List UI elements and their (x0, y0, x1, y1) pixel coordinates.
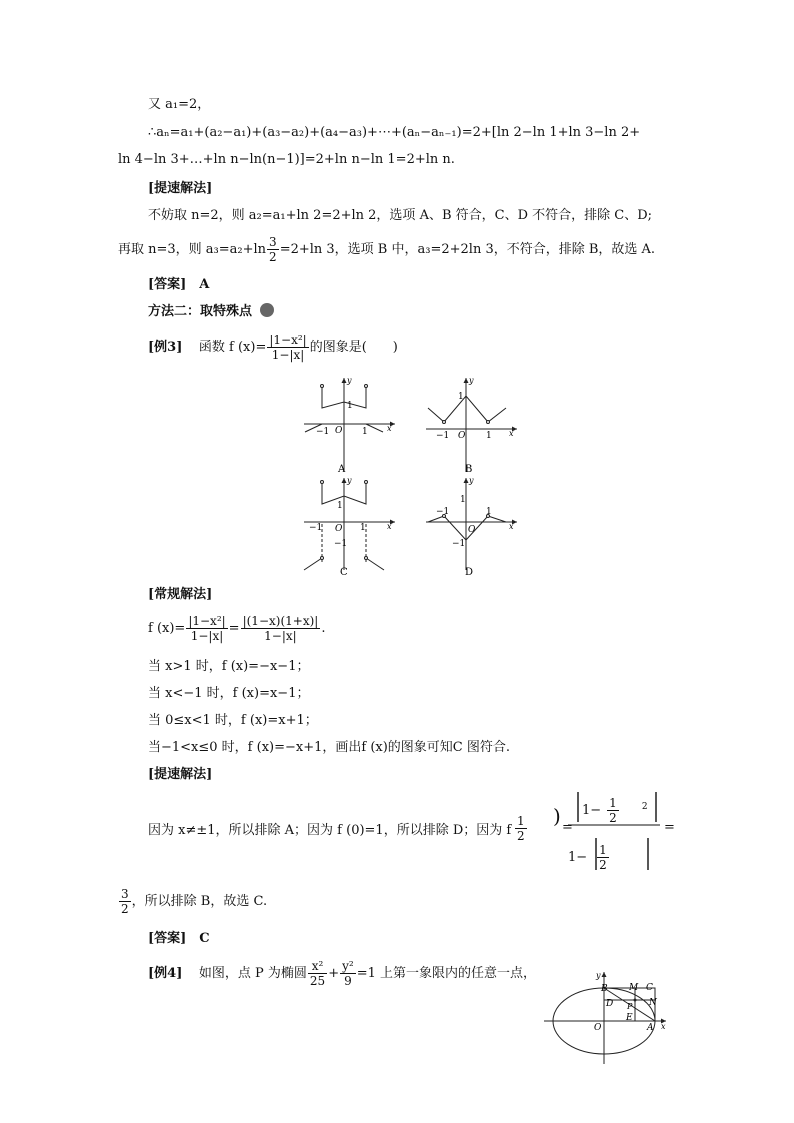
label-x: x (387, 522, 392, 531)
label-p: P (627, 1002, 633, 1011)
quick-method-line-2 (118, 232, 655, 268)
label-x: x (661, 1022, 666, 1031)
label-y: y (596, 971, 601, 980)
method-2-label: 方法二：取特殊点 (148, 304, 253, 319)
y-arrow-icon (464, 478, 469, 483)
y-arrow-icon (342, 378, 347, 383)
quick-2-conclusion (118, 884, 267, 920)
regular-formula (148, 611, 325, 647)
answer-1: [答案] A (148, 277, 210, 292)
label-one-y: 1 (347, 401, 353, 411)
big-num-inner-frac (607, 796, 619, 825)
label-e: E (626, 1013, 633, 1023)
label-one-y: 1 (460, 495, 466, 505)
quick-method-header-1: [提速解法] (148, 181, 213, 196)
case-2: 当 x<−1 时，f (x)=x−1； (148, 686, 310, 701)
label-a: A (647, 1023, 654, 1033)
regular-method-header: [常规解法] (148, 587, 213, 602)
open-point (487, 421, 490, 424)
label-m: M (629, 983, 639, 993)
text-line-2: ∴aₙ=a₁+(a₂−a₁)+(a₃−a₂)+(a₄−a₃)+⋯+(aₙ−aₙ₋₁)=2+[ln 2−ln 1+ln 3−ln 2+ (148, 125, 641, 140)
label-neg-one-y: −1 (452, 539, 466, 549)
inner-den: 2 (609, 811, 617, 825)
option-label-c: C (340, 567, 348, 578)
ellipse-figure (540, 966, 670, 1066)
y-arrow-icon (342, 478, 347, 483)
label-one-x: 1 (362, 427, 368, 437)
label-x: x (509, 429, 514, 438)
label-neg-one: −1 (436, 507, 450, 517)
label-neg-one: −1 (436, 431, 450, 441)
arg-den: 2 (517, 829, 525, 843)
result-frac (119, 887, 131, 916)
frac-2-den: 1−|x| (264, 629, 297, 643)
example-3-fraction (267, 333, 308, 362)
bullet-dot-icon (260, 303, 274, 317)
big-den-prefix: 1− (568, 850, 588, 865)
quick-line-2-part-b: =2+ln 3，选项 B 中，a₃=2+2ln 3，不符合，排除 B，故选 A. (279, 242, 656, 257)
den-25: 25 (309, 974, 326, 988)
example-3-num: |1−x²| (269, 333, 307, 347)
quick-2-eq-2: = (664, 820, 675, 835)
frac-num: 3 (269, 235, 277, 249)
formula-period: . (321, 621, 326, 636)
formula-frac-2 (241, 614, 321, 643)
example-3-den: 1−|x| (271, 348, 305, 362)
label-neg-one: −1 (316, 427, 330, 437)
formula-eq: = (228, 621, 240, 636)
example-3-text-b: 的图象是( ) (309, 340, 398, 355)
example-3-text-a: 函数 f (x)= (198, 340, 267, 355)
label-c: C (646, 983, 653, 993)
quick-2-tail: ，所以排除 B，故选 C. (131, 894, 268, 909)
open-point (365, 481, 368, 484)
label-neg-one-y: −1 (334, 539, 348, 549)
label-y: y (347, 376, 352, 385)
arg-num: 1 (517, 814, 525, 828)
curve-left (304, 558, 322, 570)
option-label-b: B (465, 464, 473, 475)
example-4-text-b: =1 上第一象限内的任意一点， (356, 966, 536, 981)
point-p (634, 999, 637, 1002)
label-origin: O (335, 524, 343, 534)
quick-line-2-part-a: 再取 n=3，则 a₃=a₂+ln (118, 242, 267, 257)
example-3-prompt (148, 330, 398, 366)
inner-den: 2 (599, 858, 607, 872)
label-y: y (347, 476, 352, 485)
quick-2-arg-frac (515, 814, 527, 843)
label-d: D (606, 999, 614, 1009)
graph-option-d (422, 474, 522, 578)
quick-2-text: 因为 x≠±1，所以排除 A；因为 f (0)=1，所以排除 D；因为 f (148, 823, 512, 838)
inner-num: 1 (599, 843, 607, 857)
graph-option-b (422, 372, 522, 477)
y2: y² (342, 959, 354, 973)
label-one-y: 1 (458, 392, 464, 402)
curve (428, 516, 506, 540)
label-x: x (387, 424, 392, 433)
curve (428, 396, 506, 422)
label-b: B (601, 984, 608, 994)
plus: + (328, 966, 340, 981)
curve-right (366, 424, 383, 432)
fraction-3-over-2 (267, 235, 279, 264)
quick-method-line-1: 不妨取 n=2，则 a₂=a₁+ln 2=2+ln 2，选项 A、B 符合，C、D 不符合，排除 C、D; (148, 208, 653, 223)
formula-fx: f (x)= (148, 621, 186, 636)
open-point (321, 385, 324, 388)
label-origin: O (458, 431, 466, 441)
label-o: O (594, 1023, 602, 1033)
label-origin: O (468, 525, 476, 535)
big-num-prefix: 1− (582, 803, 602, 818)
frac-1-num: |1−x²| (188, 614, 226, 628)
big-frac-denominator (568, 843, 610, 872)
curve-right (366, 558, 384, 570)
result-num: 3 (121, 887, 129, 901)
label-one-y: 1 (337, 501, 343, 511)
big-num-exponent: 2 (641, 802, 648, 812)
quick-method-header-2: [提速解法] (148, 767, 213, 782)
example-4-label: [例4] (148, 966, 183, 981)
label-one-x: 1 (486, 507, 492, 517)
label-origin: O (335, 426, 343, 436)
frac-2-num: |(1−x)(1+x)| (242, 614, 319, 628)
option-label-d: D (465, 567, 474, 578)
graph-option-a (300, 372, 400, 477)
label-y: y (469, 476, 474, 485)
label-x: x (509, 522, 514, 531)
open-point (365, 557, 368, 560)
open-point (443, 421, 446, 424)
open-point (365, 385, 368, 388)
label-n: N (649, 998, 657, 1008)
text-line-3: ln 4−ln 3+…+ln n−ln(n−1)]=2+ln n−ln 1=2+ln n. (118, 152, 455, 167)
den-9: 9 (344, 974, 352, 988)
answer-2: [答案] C (148, 931, 210, 946)
paren-close: ) (553, 804, 561, 828)
case-4: 当−1<x≤0 时，f (x)=−x+1，画出f (x)的图象可知C 图符合. (148, 740, 511, 755)
y-arrow-icon (602, 972, 607, 977)
ellipse-x-frac (308, 959, 327, 988)
open-point (321, 557, 324, 560)
label-one-x: 1 (486, 431, 492, 441)
method-2-heading (148, 303, 274, 321)
graph-option-c (300, 474, 400, 578)
formula-frac-1 (186, 614, 227, 643)
frac-den: 2 (269, 250, 277, 264)
quick-2-arg (514, 814, 528, 843)
y-arrow-icon (464, 378, 469, 383)
x2: x² (308, 959, 327, 974)
case-1: 当 x>1 时，f (x)=−x−1； (148, 659, 310, 674)
ellipse-y-frac (340, 959, 356, 988)
inner-num: 1 (609, 796, 617, 810)
open-point (321, 481, 324, 484)
label-one-x: 1 (360, 523, 366, 533)
example-4-prompt (148, 956, 536, 992)
label-y: y (469, 376, 474, 385)
option-label-a: A (338, 464, 346, 475)
label-neg-one: −1 (309, 523, 323, 533)
result-den: 2 (121, 902, 129, 916)
big-frac-numerator (582, 796, 648, 825)
quick-2-eq-1: = (562, 820, 573, 835)
example-3-label: [例3] (148, 340, 183, 355)
text-line-1: 又 a₁=2， (148, 97, 211, 112)
frac-1-den: 1−|x| (190, 629, 224, 643)
big-den-inner-frac (597, 843, 609, 872)
example-4-text-a: 如图，点 P 为椭圆 (198, 966, 307, 981)
case-3: 当 0≤x<1 时，f (x)=x+1； (148, 713, 318, 728)
